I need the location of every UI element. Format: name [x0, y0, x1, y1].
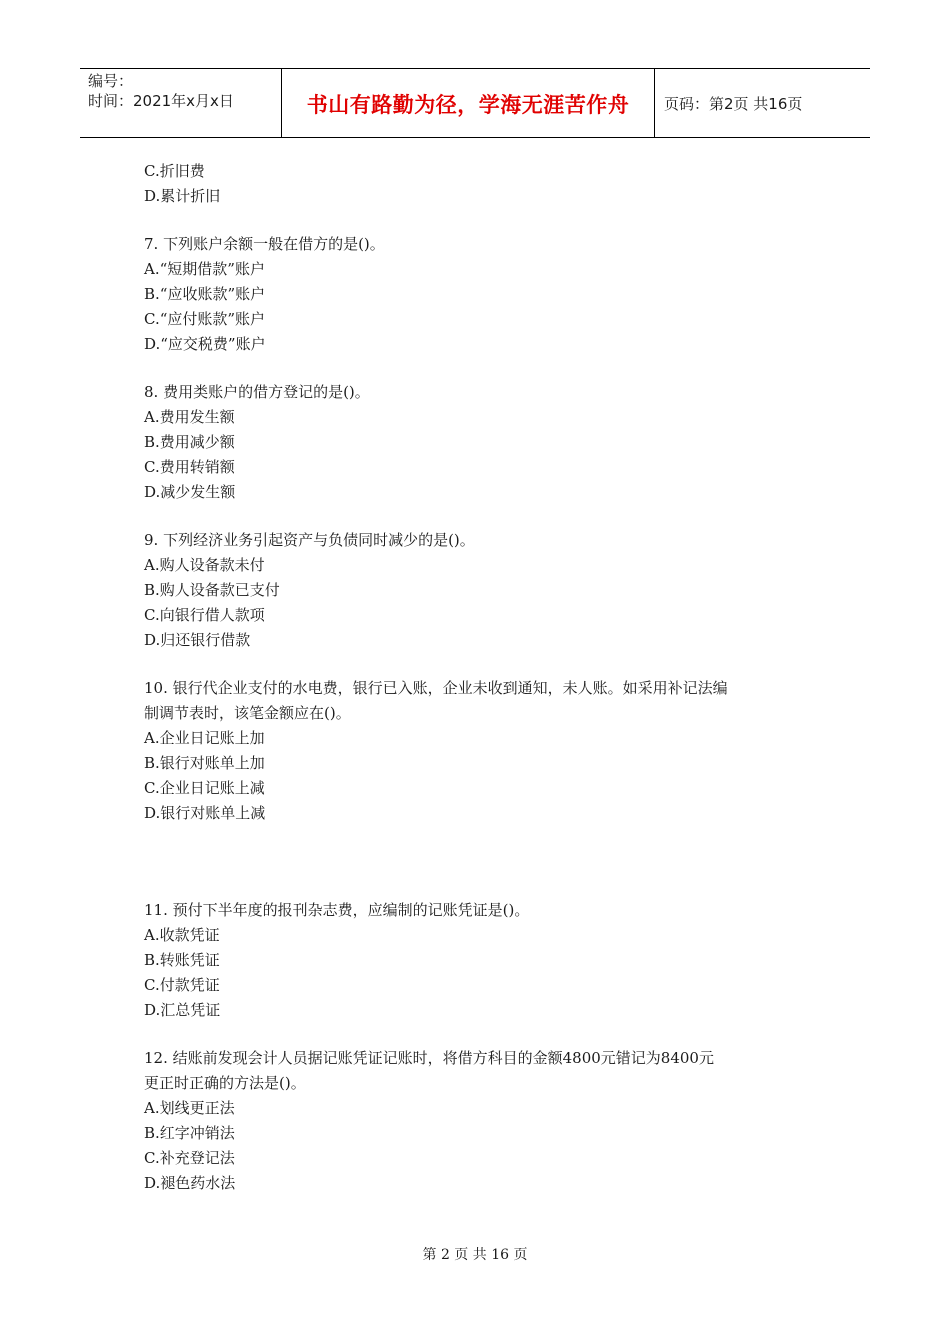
page-footer: 第 2 页 共 16 页	[422, 1247, 528, 1263]
header-right-cell	[655, 69, 870, 137]
option-a: A.企业日记账上加	[144, 729, 265, 747]
continued-options	[144, 159, 824, 209]
date-label: 时间：2021年x月x日	[88, 92, 234, 110]
option-a: A.费用发生额	[144, 408, 235, 426]
option-line: D.累计折旧	[144, 187, 221, 205]
page-info-label: 页码：第2页 共16页	[664, 95, 803, 113]
option-d: D.“应交税费”账户	[144, 335, 266, 353]
option-a: A.购人设备款未付	[144, 556, 265, 574]
question-text: 12. 结账前发现会计人员据记账凭证记账时，将借方科目的金额4800元错记为8400元	[144, 1049, 714, 1067]
question-8	[144, 380, 824, 505]
option-b: B.银行对账单上加	[144, 754, 265, 772]
header-left-cell	[80, 69, 282, 137]
question-text: 11. 预付下半年度的报刊杂志费，应编制的记账凭证是()。	[144, 901, 530, 919]
option-c: C.向银行借人款项	[144, 606, 265, 624]
question-text: 9. 下列经济业务引起资产与负债同时减少的是()。	[144, 531, 475, 549]
option-b: B.购人设备款已支付	[144, 581, 280, 599]
option-d: D.汇总凭证	[144, 1001, 221, 1019]
option-d: D.归还银行借款	[144, 631, 251, 649]
serial-number-label: 编号：	[88, 72, 134, 90]
question-12	[144, 1046, 824, 1196]
header-middle-cell	[282, 69, 655, 137]
option-b: B.红字冲销法	[144, 1124, 235, 1142]
option-d: D.银行对账单上减	[144, 804, 266, 822]
page-header	[80, 68, 870, 138]
question-text-continued: 制调节表时，该笔金额应在()。	[144, 704, 351, 722]
option-d: D.褪色药水法	[144, 1174, 236, 1192]
question-text: 10. 银行代企业支付的水电费，银行已入账，企业未收到通知，未人账。如采用补记法编	[144, 679, 728, 697]
option-c: C.费用转销额	[144, 458, 235, 476]
question-10	[144, 676, 824, 826]
option-line: C.折旧费	[144, 162, 205, 180]
option-b: B.转账凭证	[144, 951, 220, 969]
document-body	[144, 159, 824, 1196]
option-d: D.减少发生额	[144, 483, 236, 501]
question-11	[144, 898, 824, 1023]
option-c: C.付款凭证	[144, 976, 220, 994]
option-c: C.补充登记法	[144, 1149, 235, 1167]
question-text: 7. 下列账户余额一般在借方的是()。	[144, 235, 385, 253]
option-c: C.“应付账款”账户	[144, 310, 266, 328]
question-7	[144, 232, 824, 357]
option-b: B.费用减少额	[144, 433, 235, 451]
option-a: A.收款凭证	[144, 926, 220, 944]
option-a: A.“短期借款”账户	[144, 260, 265, 278]
motto-text: 书山有路勤为径，学海无涯苦作舟	[306, 93, 630, 117]
option-a: A.划线更正法	[144, 1099, 235, 1117]
option-b: B.“应收账款”账户	[144, 285, 266, 303]
question-text: 8. 费用类账户的借方登记的是()。	[144, 383, 370, 401]
question-9	[144, 528, 824, 653]
option-c: C.企业日记账上减	[144, 779, 265, 797]
question-text-continued: 更正时正确的方法是()。	[144, 1074, 306, 1092]
